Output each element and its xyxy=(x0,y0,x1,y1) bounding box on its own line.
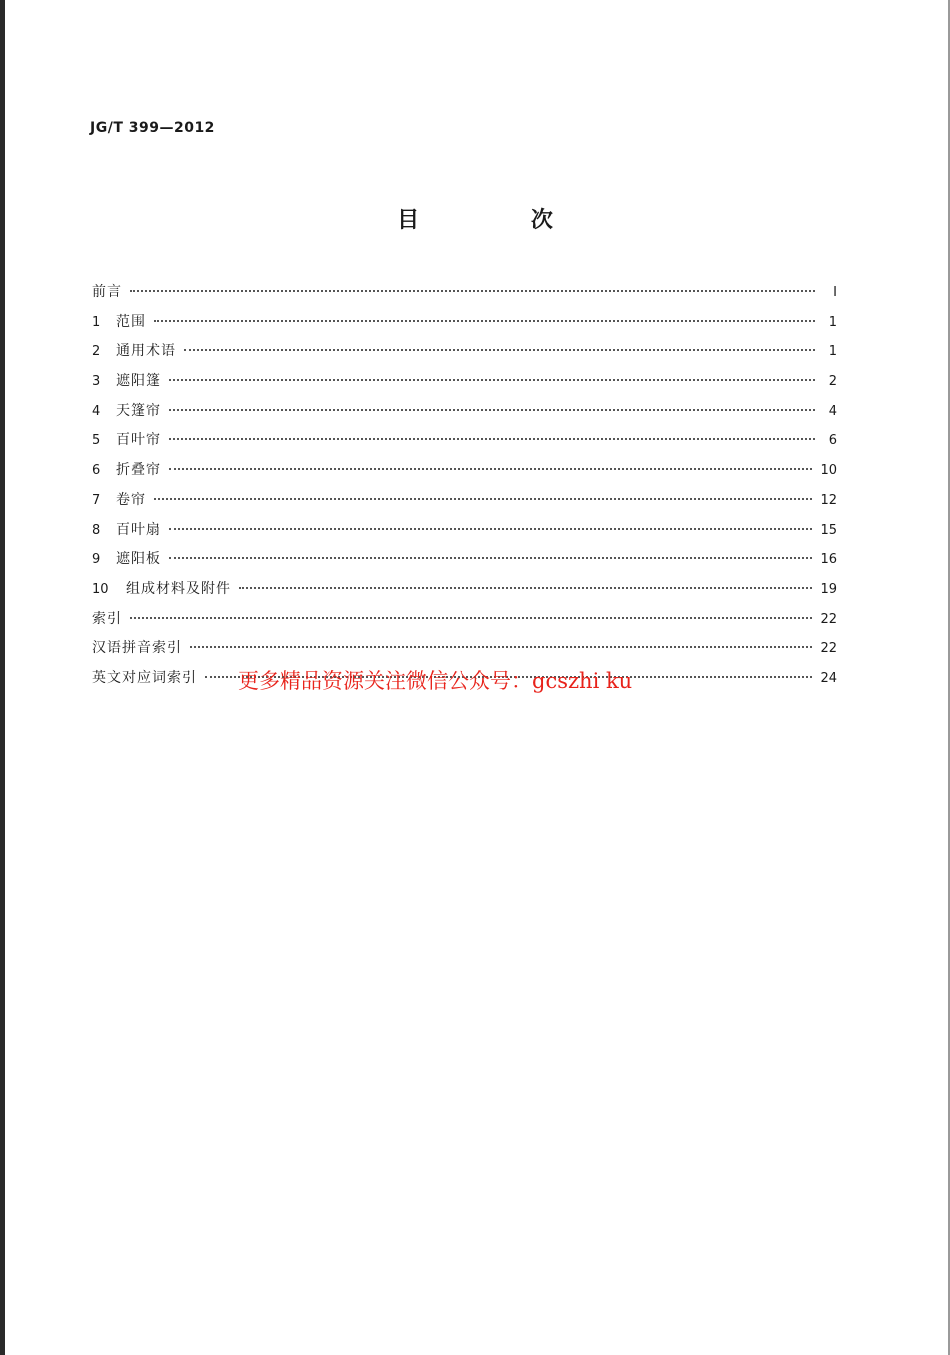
toc-page: 4 xyxy=(828,403,837,419)
table-of-contents xyxy=(92,281,837,697)
toc-entry-6[interactable] xyxy=(92,459,837,489)
toc-leader xyxy=(169,438,815,440)
toc-num: 4 xyxy=(92,403,101,419)
toc-num: 5 xyxy=(92,433,101,449)
toc-label: 遮阳板 xyxy=(116,551,161,568)
toc-page: 15 xyxy=(820,522,837,538)
toc-num: 8 xyxy=(92,522,101,538)
toc-page: 2 xyxy=(828,374,837,390)
toc-page: 22 xyxy=(820,641,837,657)
toc-entry-pinyin-index[interactable] xyxy=(92,637,837,667)
toc-entry-5[interactable] xyxy=(92,429,837,459)
toc-entry-10[interactable] xyxy=(92,578,837,608)
toc-entry-9[interactable] xyxy=(92,548,837,578)
toc-leader xyxy=(154,498,812,500)
toc-entry-4[interactable] xyxy=(92,400,837,430)
toc-num: 1 xyxy=(92,314,101,330)
toc-num: 3 xyxy=(92,374,101,390)
toc-num: 7 xyxy=(92,492,101,508)
toc-page: 24 xyxy=(820,670,837,686)
toc-label: 天篷帘 xyxy=(116,402,161,419)
toc-num: 2 xyxy=(92,344,101,360)
toc-label: 卷帘 xyxy=(116,491,146,508)
toc-page: 1 xyxy=(828,314,837,330)
toc-page: 22 xyxy=(820,611,837,627)
toc-entry-7[interactable] xyxy=(92,489,837,519)
toc-leader xyxy=(169,557,812,559)
page-title: 目 次 xyxy=(397,208,605,233)
toc-num: 10 xyxy=(92,581,109,597)
toc-page: I xyxy=(833,285,837,300)
toc-leader xyxy=(169,528,812,530)
toc-entry-1[interactable] xyxy=(92,311,837,341)
toc-label: 百叶帘 xyxy=(116,432,161,449)
toc-entry-foreword[interactable] xyxy=(92,281,837,311)
toc-page: 12 xyxy=(820,492,837,508)
toc-entry-3[interactable] xyxy=(92,370,837,400)
standard-number: JG/T 399—2012 xyxy=(90,120,215,136)
toc-label: 前言 xyxy=(92,284,122,300)
toc-page: 10 xyxy=(820,463,837,479)
toc-leader xyxy=(169,379,815,381)
toc-leader xyxy=(190,646,812,648)
toc-label: 百叶扇 xyxy=(116,521,161,538)
toc-leader xyxy=(239,587,812,589)
toc-label: 索引 xyxy=(92,610,122,627)
toc-label: 通用术语 xyxy=(116,343,176,360)
toc-leader xyxy=(184,349,815,351)
toc-label: 范围 xyxy=(116,313,146,330)
toc-leader xyxy=(169,468,812,470)
toc-label: 组成材料及附件 xyxy=(126,580,231,597)
toc-leader xyxy=(169,409,815,411)
toc-entry-index[interactable] xyxy=(92,608,837,638)
toc-page: 16 xyxy=(820,552,837,568)
toc-page: 6 xyxy=(828,433,837,449)
toc-label: 英文对应词索引 xyxy=(92,669,197,686)
watermark-text: 更多精品资源关注微信公众号：gcszhi ku xyxy=(238,669,633,693)
toc-num: 6 xyxy=(92,463,101,479)
toc-label: 折叠帘 xyxy=(116,462,161,479)
toc-leader xyxy=(154,320,815,322)
toc-page: 19 xyxy=(820,581,837,597)
toc-leader xyxy=(130,290,815,292)
toc-page: 1 xyxy=(828,344,837,360)
toc-entry-2[interactable] xyxy=(92,340,837,370)
toc-num: 9 xyxy=(92,552,101,568)
toc-label: 汉语拼音索引 xyxy=(92,640,182,657)
toc-entry-8[interactable] xyxy=(92,519,837,549)
toc-leader xyxy=(130,617,812,619)
toc-label: 遮阳篷 xyxy=(116,373,161,390)
